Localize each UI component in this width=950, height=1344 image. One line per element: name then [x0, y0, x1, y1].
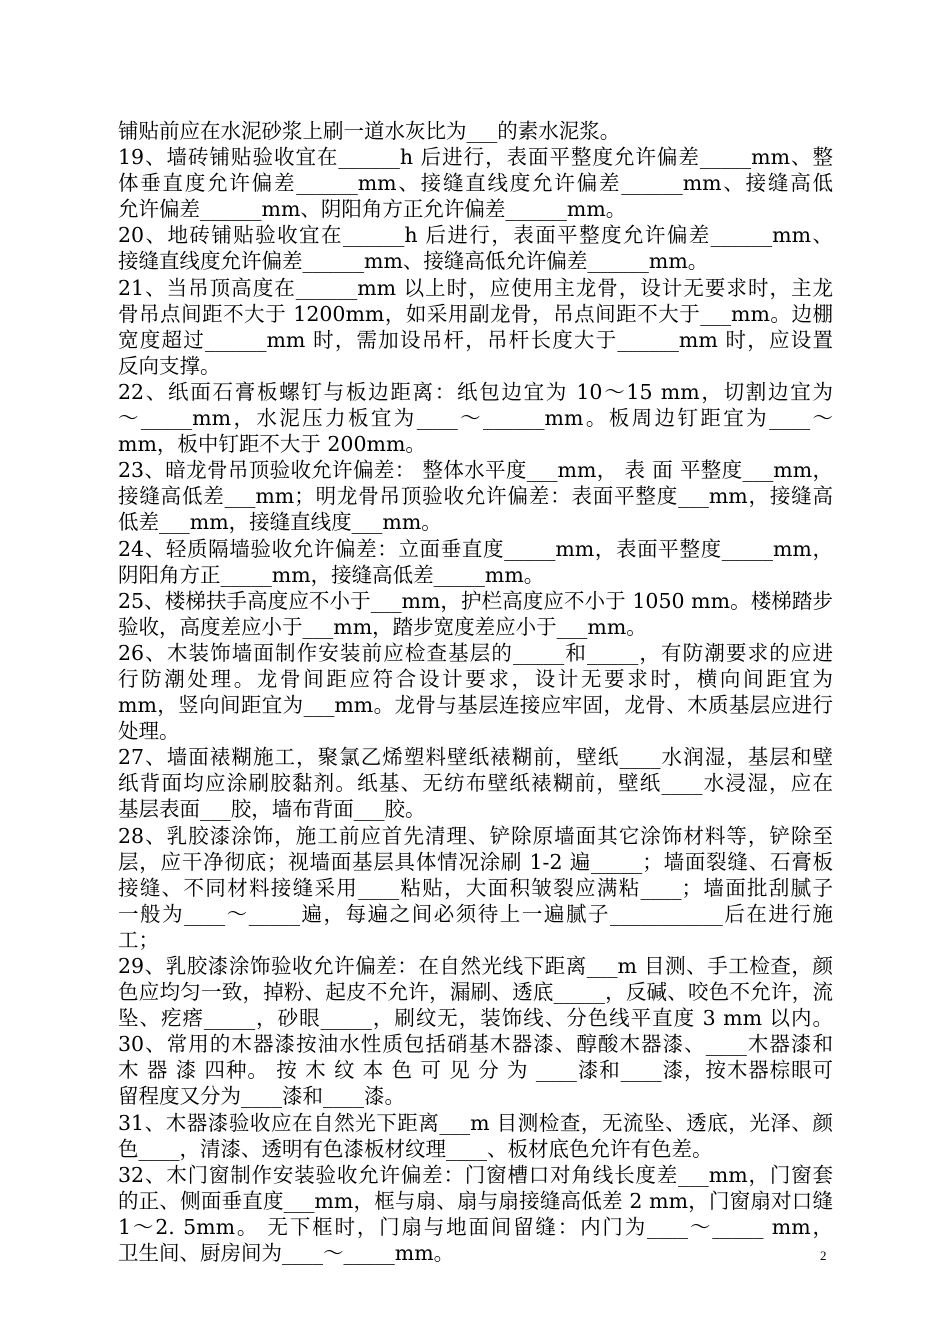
text-line: 基层表面___胶，墙布背面___胶。: [118, 797, 426, 822]
text-line: mm，板中钉距不大于 200mm。: [118, 432, 426, 457]
text-line: 的正、侧面垂直度___mm，框与扇、扇与扇接缝高低差 2 mm，门窗扇对口缝: [118, 1188, 833, 1213]
text-line: 接缝、不同材料接缝采用____粘贴，大面积皱裂应满粘____；墙面批刮腻子: [118, 875, 833, 900]
text-line: 工；: [118, 927, 159, 952]
text-line: 反向支撑。: [118, 353, 221, 378]
text-line: 32、木门窗制作安装验收允许偏差：门窗槽口对角线长度差___mm，门窗套: [118, 1162, 833, 1187]
text-line: 31、木器漆验收应在自然光下距离___m 目测检查，无流坠、透底，光泽、颜: [118, 1110, 833, 1135]
text-line: 接缝直线度允许偏差______mm、接缝高低允许偏差______mm。: [118, 249, 709, 274]
document-body: [118, 118, 833, 1266]
text-line: 行防潮处理。龙骨间距应符合设计要求，设计无要求时，横向间距宜为: [118, 666, 833, 691]
text-line: 铺贴前应在水泥砂浆上刷一道水灰比为___的素水泥浆。: [118, 119, 621, 143]
text-line: 卫生间、厨房间为____～_____mm。: [118, 1241, 455, 1266]
text-line: 纸背面均应涂刷胶黏剂。纸基、无纺布壁纸裱糊前，壁纸____水浸湿，应在: [118, 771, 833, 796]
text-line: 体垂直度允许偏差______mm、接缝直线度允许偏差______mm、接缝高低: [118, 171, 833, 196]
text-line: 26、木装饰墙面制作安装前应检查基层的_____和_____，有防潮要求的应进: [118, 640, 833, 665]
text-line: 骨吊点间距不大于 1200mm，如采用副龙骨，吊点间距不大于___mm。边棚: [118, 301, 833, 326]
text-line: 坠、疙瘩_____，砂眼_____，刷纹无，装饰线、分色线平直度 3 mm 以内。: [118, 1006, 833, 1031]
text-line: 23、暗龙骨吊顶验收允许偏差： 整体水平度___mm， 表 面 平整度___mm，: [118, 458, 833, 483]
text-line: 接缝高低差___mm；明龙骨吊顶验收允许偏差：表面平整度___mm，接缝高: [118, 484, 833, 509]
text-line: 阴阳角方正_____mm，接缝高低差_____mm。: [118, 562, 545, 587]
text-line: ～_____mm，水泥压力板宜为____～______mm。板周边钉距宜为____～: [118, 406, 833, 431]
text-line: 28、乳胶漆涂饰，施工前应首先清理、铲除原墙面其它涂饰材料等，铲除至: [118, 823, 833, 848]
text-line: 宽度超过______mm 时，需加设吊杆，吊杆长度大于______mm 时，应设置: [118, 327, 833, 352]
text-line: 21、当吊顶高度在______mm 以上时，应使用主龙骨，设计无要求时，主龙: [118, 275, 833, 300]
text-line: 20、地砖铺贴验收宜在______h 后进行，表面平整度允许偏差______mm、: [118, 223, 833, 248]
text-line: 22、纸面石膏板螺钉与板边距离：纸包边宜为 10～15 mm，切割边宜为: [118, 379, 833, 404]
text-line: 允许偏差______mm、阴阳角方正允许偏差______mm。: [118, 197, 627, 222]
text-line: 24、轻质隔墙验收允许偏差：立面垂直度_____mm，表面平整度_____mm，: [118, 536, 833, 561]
text-line: 验收，高度差应小于___mm，踏步宽度差应小于___mm。: [118, 614, 647, 639]
text-line: 留程度又分为____漆和____漆。: [118, 1084, 405, 1109]
text-line: 30、常用的木器漆按油水性质包括硝基木器漆、醇酸木器漆、____木器漆和: [118, 1032, 833, 1057]
page-number: 2: [820, 1248, 827, 1263]
text-line: 层，应干净彻底；视墙面基层具体情况涂刷 1-2 遍_____；墙面裂缝、石膏板: [118, 849, 833, 874]
text-line: 色应均匀一致，掉粉、起皮不允许，漏刷、透底_____，反碱、咬色不允许，流: [118, 980, 833, 1005]
text-line: 1～2. 5mm。 无下框时，门扇与地面间留缝：内门为____～_____ mm，: [118, 1214, 833, 1239]
text-line: mm，竖向间距宜为___mm。龙骨与基层连接应牢固，龙骨、木质基层应进行: [118, 693, 833, 718]
text-line: 27、墙面裱糊施工，聚氯乙烯塑料壁纸裱糊前，壁纸____水润湿，基层和壁: [118, 745, 833, 770]
text-line: 29、乳胶漆涂饰验收允许偏差：在自然光线下距离___m 目测、手工检查，颜: [118, 954, 833, 978]
text-line: 19、墙砖铺贴验收宜在______h 后进行，表面平整度允许偏差_____mm、整: [118, 145, 833, 170]
text-line: 25、楼梯扶手高度应不小于___mm，护栏高度应不小于 1050 mm。楼梯踏步: [118, 588, 833, 613]
text-line: 一般为____～_____遍，每遍之间必须待上一遍腻子___________后在进行施: [118, 901, 833, 926]
text-line: 处理。: [118, 719, 180, 744]
text-line: 低差___mm，接缝直线度___mm。: [118, 510, 442, 535]
text-line: 色____，清漆、透明有色漆板材纹理____、板材底色允许有色差。: [118, 1136, 713, 1161]
text-line: 木 器 漆 四种。 按 木 纹 本 色 可 见 分 为 ____漆和____漆，按木器棕眼可: [118, 1058, 833, 1083]
